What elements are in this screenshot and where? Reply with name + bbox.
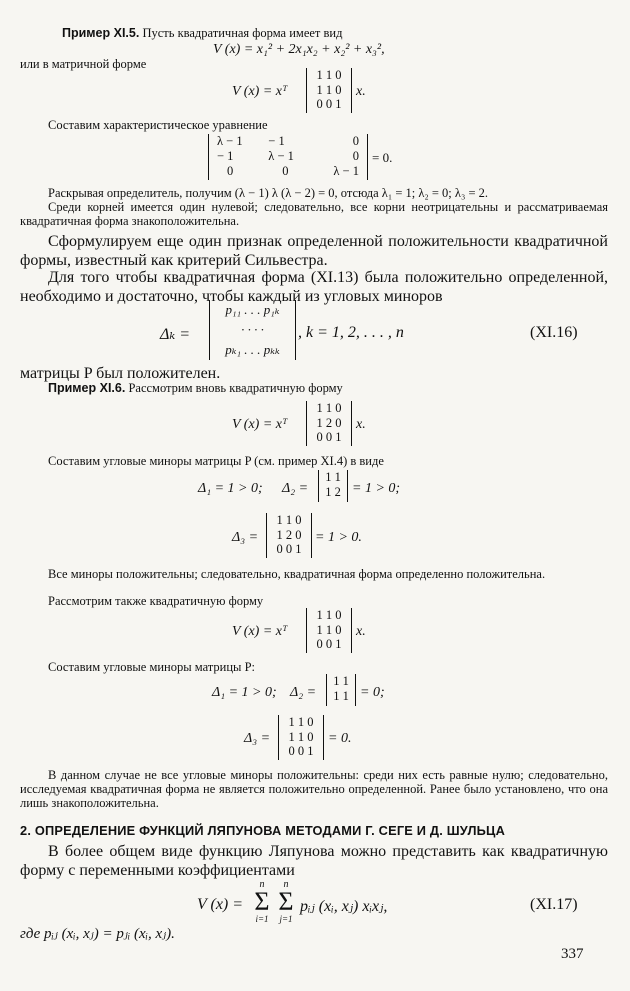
delta-k-lhs: Δₖ = xyxy=(160,326,191,343)
expand-line-1: Раскрывая определитель, получим (λ − 1) λ (λ − 2) = 0, отсюда λ₁ = 1; λ₂ = 0; λ₃ = 2. xyxy=(48,186,489,200)
sum-i-bottom: i=1 xyxy=(255,914,269,924)
eq-xi17-lhs: V (x) = xyxy=(197,896,244,913)
example-xi5-vx-formula: V (x) = x₁² + 2x₁x₂ + x₂² + x₃², xyxy=(213,42,385,57)
minor-e3-rhs: = 0. xyxy=(328,731,352,746)
example-xi5-vx-lhs: V (x) = xᵀ xyxy=(232,84,288,99)
consider-also: Рассмотрим также квадратичную форму xyxy=(48,594,264,608)
example-xi6-intro: Рассмотрим вновь квадратичную форму xyxy=(128,381,343,395)
det-row: 1 1 0 xyxy=(276,513,302,527)
matrix-row: 1 1 0 xyxy=(316,82,342,97)
example-xi6-vx-lhs: V (x) = xᵀ xyxy=(232,417,288,432)
char-eq-intro: Составим характеристическое уравнение xyxy=(48,118,268,132)
all-minors-positive: Все миноры положительны; следовательно, квадратичная форма определенно положительна. xyxy=(48,567,546,581)
det-cell: λ − 1 xyxy=(217,134,243,148)
example-xi5-intro: Пусть квадратичная форма имеет вид xyxy=(142,26,343,40)
det-cell: 0 xyxy=(352,149,359,163)
example-xi6-x2: x. xyxy=(356,624,366,639)
section-paragraph: В более общем виде функцию Ляпунова можно представить как квадратичную форму с переменными коэффициентами xyxy=(20,843,608,879)
minor-e2-lhs: Δ₂ = xyxy=(290,685,317,700)
minor-e3-lhs: Δ₃ = xyxy=(244,731,271,746)
delta-k-determinant xyxy=(209,300,296,360)
where-clause: где pᵢⱼ (xᵢ, xⱼ) = pⱼᵢ (xᵢ, xⱼ). xyxy=(20,926,175,942)
char-determinant xyxy=(208,134,368,180)
det-row: p₁₁ . . . p₁ₖ xyxy=(225,302,280,317)
section-heading: 2. ОПРЕДЕЛЕНИЕ ФУНКЦИЙ ЛЯПУНОВА МЕТОДАМИ Г. СЕГЕ И Д. ШУЛЬЦА xyxy=(20,823,506,838)
paragraph-condition: Для того чтобы квадратичная форма (XI.13) была положительно определенной, необходимо и достаточно, чтобы каждый из угловых миноров xyxy=(20,269,608,305)
det-cell: 0 xyxy=(282,164,289,178)
example-xi6-vx2-lhs: V (x) = xᵀ xyxy=(232,624,288,639)
minor-d3-lhs: Δ₃ = xyxy=(232,530,259,545)
det-row: 1 1 0 xyxy=(288,729,314,744)
sum-j xyxy=(276,880,296,924)
delta-k-range: , k = 1, 2, . . . , n xyxy=(298,324,404,341)
sum-j-top: n xyxy=(283,879,289,890)
matrix-row: 1 1 0 xyxy=(316,622,342,637)
minor-d3-rhs: = 1 > 0. xyxy=(315,530,362,545)
minors2-intro: Составим угловые миноры матрицы P: xyxy=(48,660,255,674)
det-cell: − 1 xyxy=(268,134,285,148)
minor-d3-det xyxy=(266,513,312,558)
matrix-row: 0 0 1 xyxy=(316,637,342,651)
det-row: · · · · xyxy=(241,322,264,337)
example-xi6-title: Пример XI.6. xyxy=(48,381,126,395)
example-xi6-x: x. xyxy=(356,417,366,432)
example-xi5-line xyxy=(62,26,342,40)
equation-number-xi17: (XI.17) xyxy=(530,896,578,913)
det-row: 1 1 xyxy=(333,674,349,688)
sum-i-top: n xyxy=(259,879,265,890)
sigma-icon: Σ xyxy=(254,887,270,916)
det-cell: 0 xyxy=(227,164,234,178)
expand-line-2: Среди корней имеется один нулевой; следовательно, все корни неотрицательны и рассматриваемая квадратичная форма знакоположительна. xyxy=(20,200,608,228)
det-row: 0 0 1 xyxy=(288,744,314,758)
matrix-row: 1 1 0 xyxy=(316,608,342,622)
minor-e2-det xyxy=(326,674,356,706)
sigma-icon: Σ xyxy=(278,887,294,916)
equation-number-xi16: (XI.16) xyxy=(530,324,578,341)
page-number: 337 xyxy=(561,946,584,962)
example-xi5-matrix xyxy=(306,68,352,113)
det-row: pₖ₁ . . . pₖₖ xyxy=(225,342,280,357)
example-xi6-line xyxy=(48,381,343,395)
paragraph-sylvester: Сформулируем еще один признак определенной положительности квадратичной формы, известный как критерий Сильвестра. xyxy=(20,233,608,269)
det-row: 1 2 0 xyxy=(276,527,302,542)
eq-xi17-body: pᵢⱼ (xᵢ, xⱼ) xᵢxⱼ, xyxy=(300,898,388,915)
minors-intro: Составим угловые миноры матрицы P (см. пример XI.4) в виде xyxy=(48,454,384,468)
example-xi5-matrix-intro: или в матричной форме xyxy=(20,57,147,71)
paragraph-matrix-positive: матрицы P был положителен. xyxy=(20,365,221,382)
minor-d2-rhs: = 1 > 0; xyxy=(352,481,401,496)
example-xi6-matrix xyxy=(306,401,352,446)
det-cell: 0 xyxy=(352,134,359,148)
det-row: 1 1 0 xyxy=(288,715,314,729)
sum-j-bottom: j=1 xyxy=(279,914,293,924)
det-row: 1 1 xyxy=(325,470,341,484)
matrix-row: 1 1 0 xyxy=(316,68,342,82)
matrix-row: 0 0 1 xyxy=(316,430,342,444)
example-xi5-x: x. xyxy=(356,84,366,99)
example-xi5-title: Пример XI.5. xyxy=(62,26,140,40)
char-det-rhs: = 0. xyxy=(372,150,393,165)
example-xi6-matrix-2 xyxy=(306,608,352,653)
minor-d2-det xyxy=(318,470,348,502)
minor-d1: Δ₁ = 1 > 0; xyxy=(198,481,263,496)
minor-d2-lhs: Δ₂ = xyxy=(282,481,309,496)
minor-e3-det xyxy=(278,715,324,760)
matrix-row: 1 1 0 xyxy=(316,401,342,415)
det-cell: λ − 1 xyxy=(268,149,294,163)
det-row: 1 2 xyxy=(325,484,341,499)
det-cell: − 1 xyxy=(217,149,234,163)
conclusion-paragraph: В данном случае не все угловые миноры положительны: среди них есть равные нулю; следовательно, исследуемая квадратичная форма не является положительно определенной. Ранее было установлено, что она лишь знакоположительна. xyxy=(20,768,608,810)
minor-e1: Δ₁ = 1 > 0; xyxy=(212,685,277,700)
det-cell: λ − 1 xyxy=(333,164,359,178)
det-row: 1 1 xyxy=(333,688,349,703)
det-row: 0 0 1 xyxy=(276,542,302,556)
minor-e2-rhs: = 0; xyxy=(360,685,385,700)
matrix-row: 0 0 1 xyxy=(316,97,342,111)
matrix-row: 1 2 0 xyxy=(316,415,342,430)
sum-i xyxy=(252,880,272,924)
